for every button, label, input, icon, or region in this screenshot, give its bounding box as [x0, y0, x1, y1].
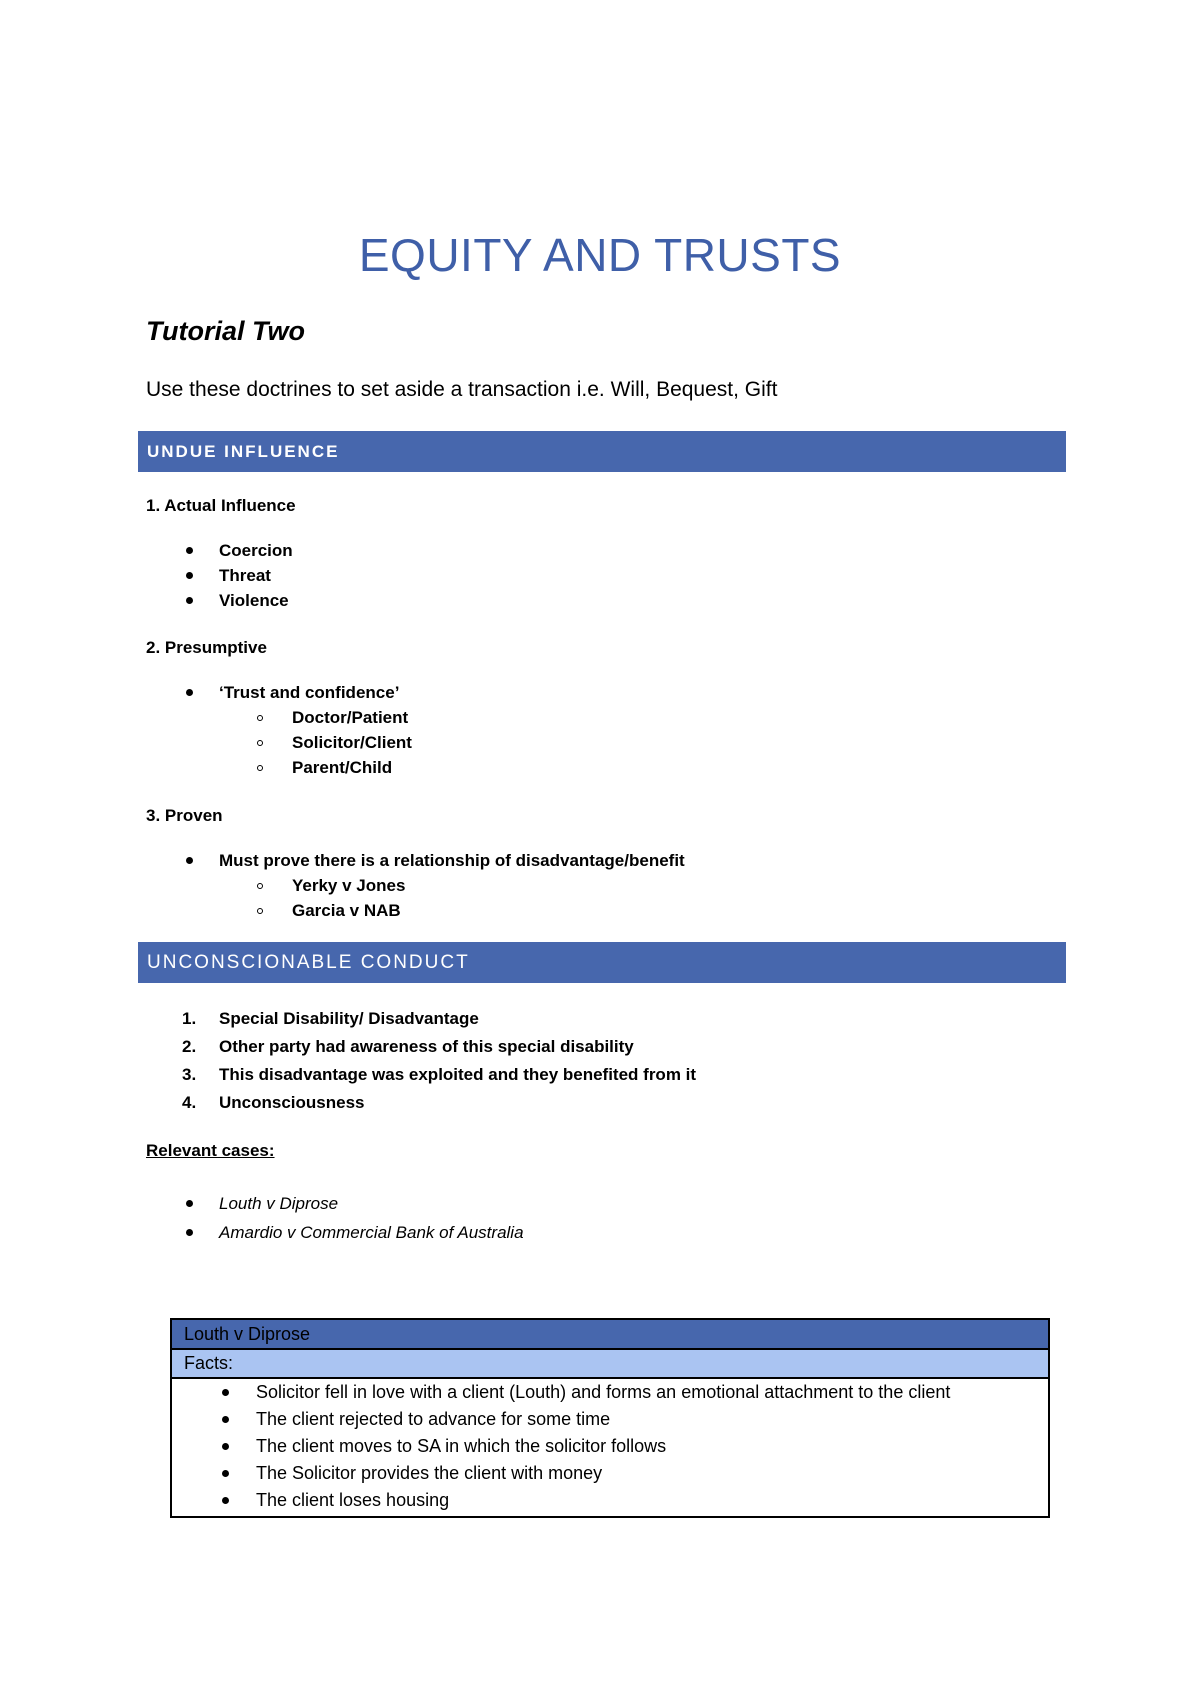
presumptive-heading: 2. Presumptive: [146, 638, 267, 657]
sub-bullet-icon: [257, 908, 263, 914]
list-item: Amardio v Commercial Bank of Australia: [146, 1218, 524, 1247]
proven-heading: 3. Proven: [146, 806, 223, 825]
bullet-icon: [222, 1443, 229, 1450]
case-table: [170, 1318, 1050, 1518]
relevant-cases-list: [146, 1189, 524, 1247]
bullet-icon: [186, 689, 193, 696]
list-item: 3. This disadvantage was exploited and they benefited from it: [182, 1065, 697, 1084]
list-item: Garcia v NAB: [146, 898, 685, 923]
document-subtitle: Tutorial Two: [146, 316, 305, 346]
document-title: EQUITY AND TRUSTS: [358, 229, 842, 281]
list-item: The Solicitor provides the client with money: [172, 1460, 1048, 1487]
list-item: Doctor/Patient: [146, 705, 412, 730]
facts-list: [172, 1379, 1048, 1516]
case-title: Louth v Diprose: [172, 1320, 1048, 1350]
list-item: Solicitor/Client: [146, 730, 412, 755]
undue-influence-banner: UNDUE INFLUENCE: [138, 431, 1066, 472]
bullet-icon: [186, 1200, 193, 1207]
list-item: 2. Other party had awareness of this special disability: [182, 1037, 634, 1056]
bullet-icon: [222, 1497, 229, 1504]
list-item: Must prove there is a relationship of disadvantage/benefit: [146, 848, 685, 873]
list-item: Coercion: [146, 538, 293, 563]
unconscionable-elements-list: [146, 1005, 696, 1117]
bullet-icon: [186, 547, 193, 554]
list-item: Violence: [146, 588, 293, 613]
list-item: 1. Special Disability/ Disadvantage: [182, 1009, 479, 1028]
list-item: Yerky v Jones: [146, 873, 685, 898]
sub-bullet-icon: [257, 740, 263, 746]
bullet-icon: [222, 1470, 229, 1477]
actual-influence-list: [146, 538, 293, 613]
list-item: Solicitor fell in love with a client (Louth) and forms an emotional attachment to the client: [172, 1379, 1048, 1406]
list-item: The client loses housing: [172, 1487, 1048, 1514]
list-item: The client rejected to advance for some time: [172, 1406, 1048, 1433]
bullet-icon: [222, 1416, 229, 1423]
facts-label: Facts:: [172, 1350, 1048, 1379]
bullet-icon: [222, 1389, 229, 1396]
list-item: The client moves to SA in which the solicitor follows: [172, 1433, 1048, 1460]
bullet-icon: [186, 1229, 193, 1236]
list-item: Parent/Child: [146, 755, 412, 780]
relevant-cases-label: Relevant cases:: [146, 1141, 275, 1160]
presumptive-list: [146, 680, 412, 780]
sub-bullet-icon: [257, 715, 263, 721]
list-item: ‘Trust and confidence’: [146, 680, 412, 705]
bullet-icon: [186, 857, 193, 864]
actual-influence-heading: 1. Actual Influence: [146, 496, 296, 515]
list-item: Louth v Diprose: [146, 1189, 524, 1218]
unconscionable-conduct-banner: UNCONSCIONABLE CONDUCT: [138, 942, 1066, 983]
list-item: Threat: [146, 563, 293, 588]
sub-bullet-icon: [257, 883, 263, 889]
list-item: 4. Unconsciousness: [182, 1093, 365, 1112]
bullet-icon: [186, 597, 193, 604]
bullet-icon: [186, 572, 193, 579]
sub-bullet-icon: [257, 765, 263, 771]
intro-text: Use these doctrines to set aside a transaction i.e. Will, Bequest, Gift: [146, 378, 778, 401]
proven-list: [146, 848, 685, 923]
